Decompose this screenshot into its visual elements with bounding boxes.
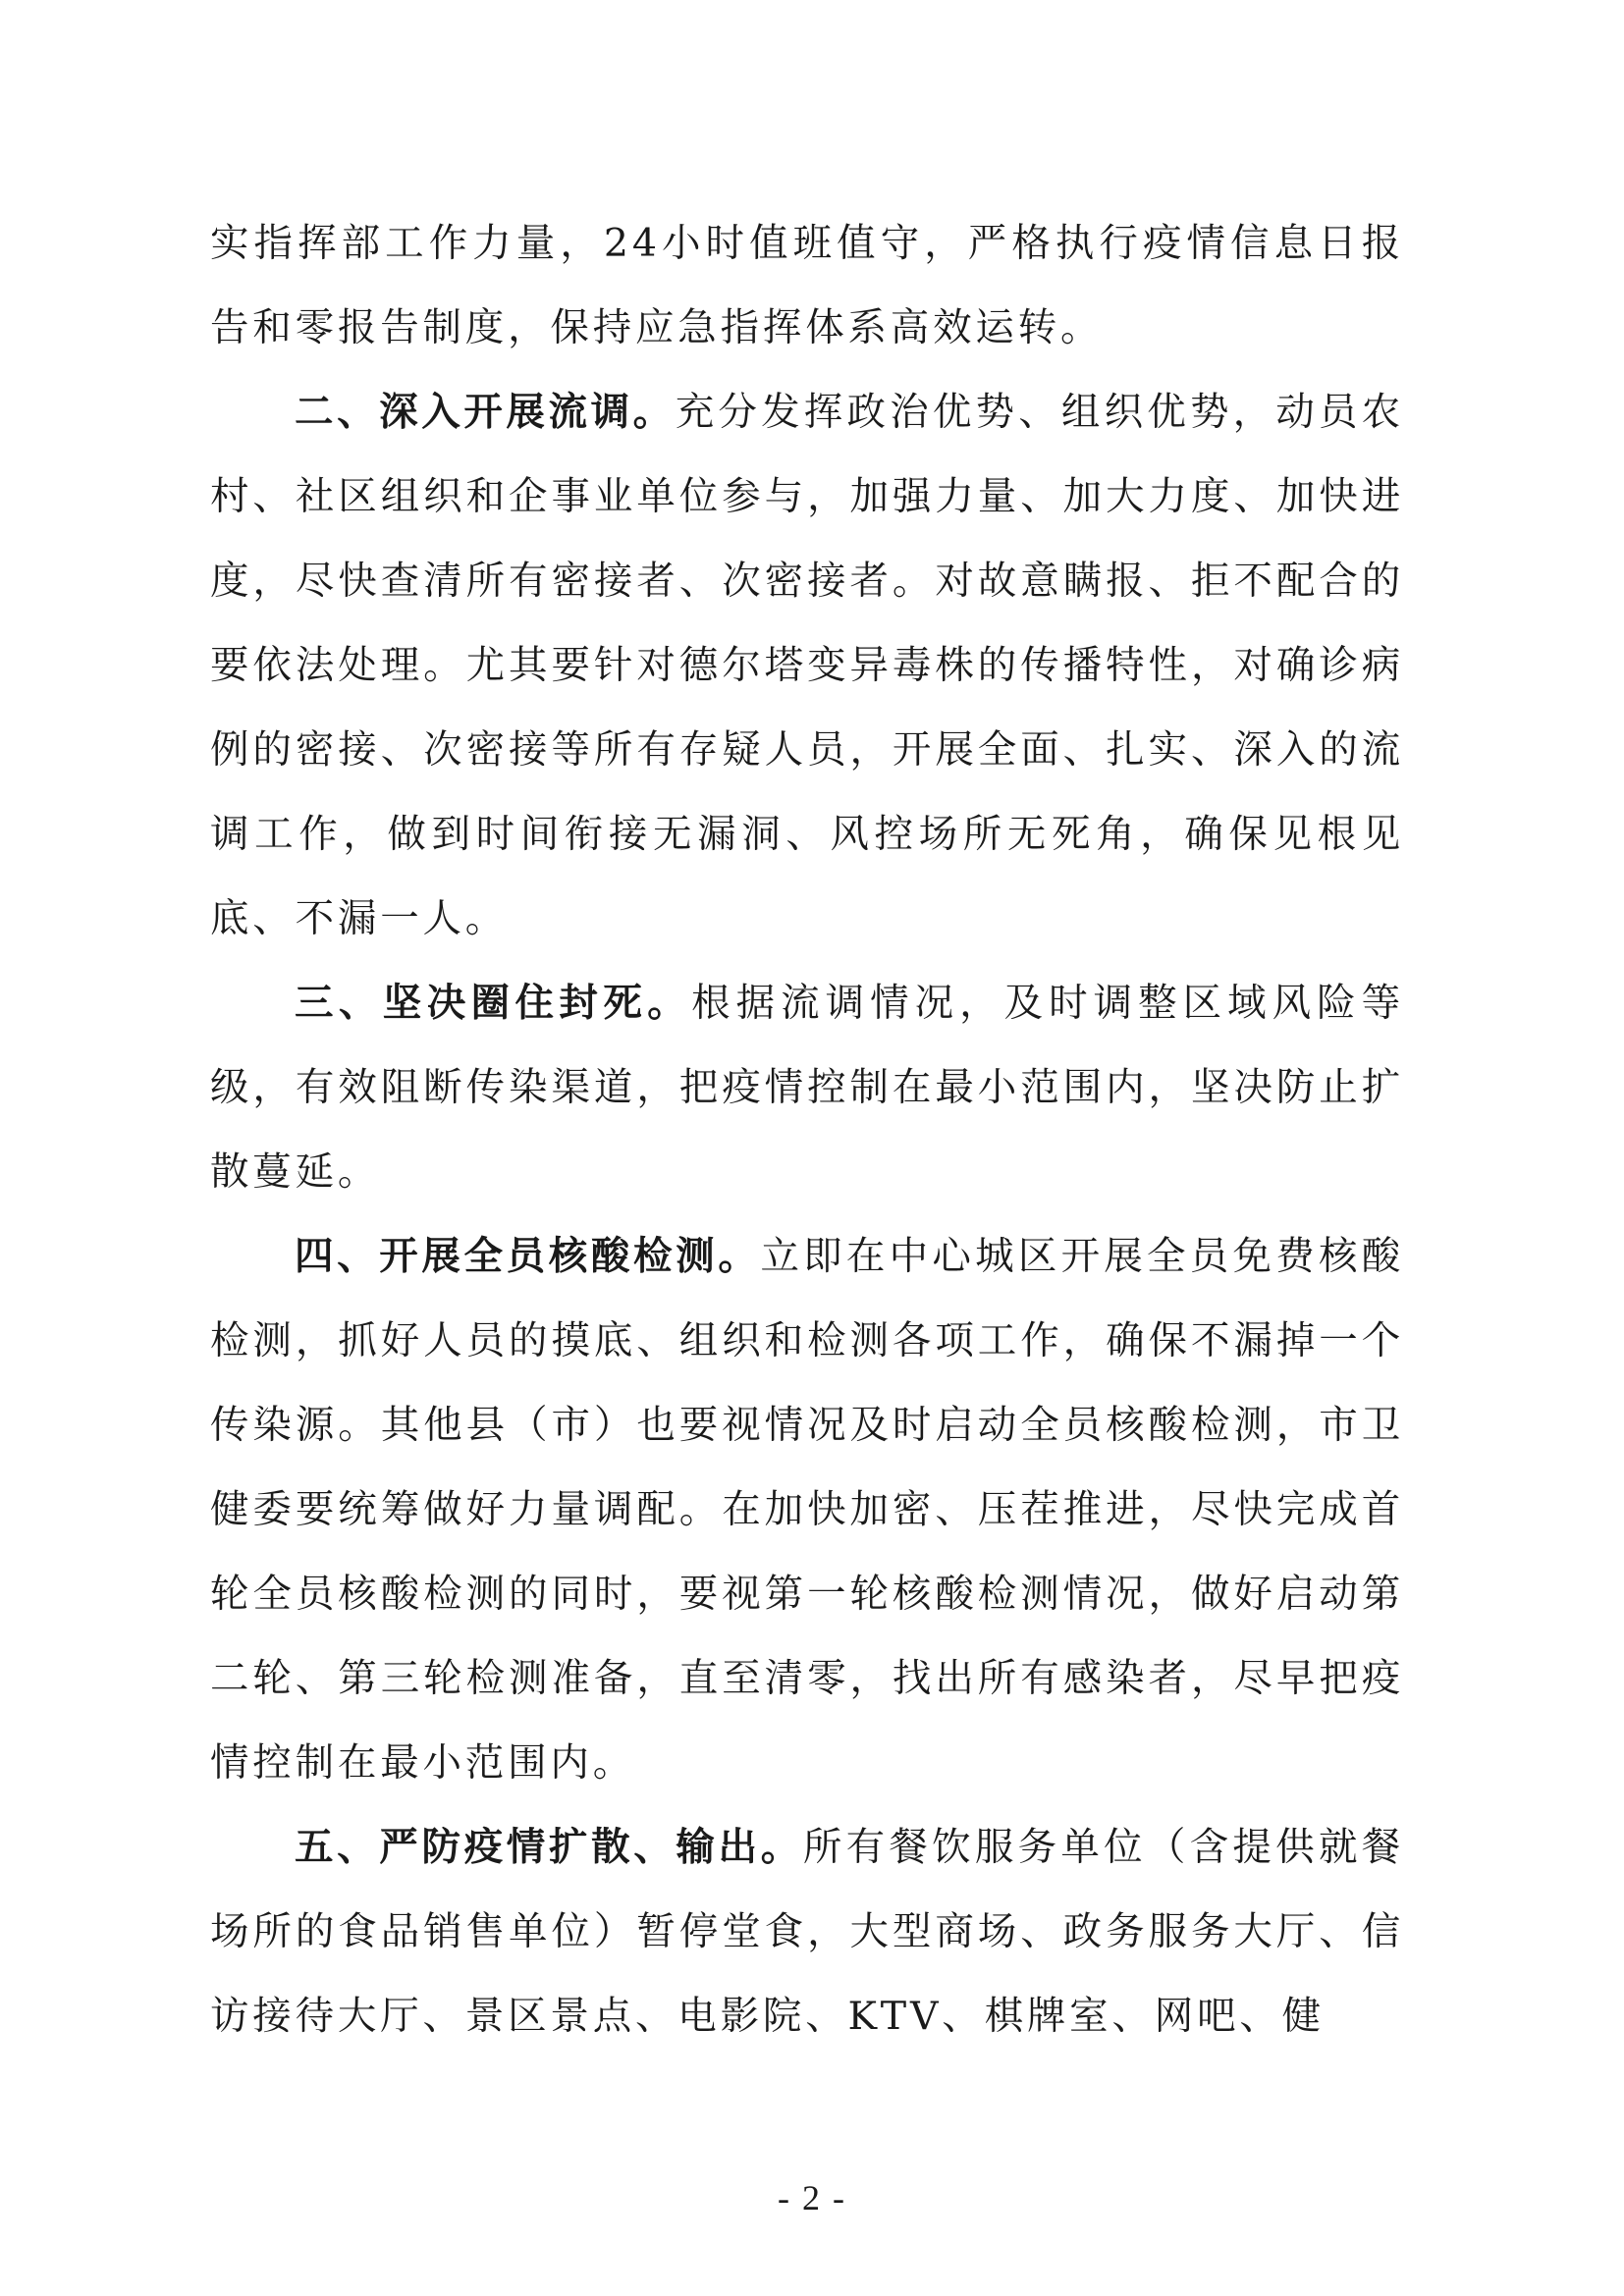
section-heading: 四、开展全员核酸检测。	[295, 1234, 761, 1279]
section-heading: 五、严防疫情扩散、输出。	[295, 1825, 803, 1870]
paragraph-section-4	[210, 1214, 1404, 1805]
paragraph-section-5	[210, 1805, 1404, 2058]
paragraph-section-3	[210, 961, 1404, 1214]
document-body	[210, 201, 1404, 2058]
paragraph-body: 立即在中心城区开展全员免费核酸检测，抓好人员的摸底、组织和检测各项工作，确保不漏掉一个传染源。其他县（市）也要视情况及时启动全员核酸检测，市卫健委要统筹做好力量调配。在加快加密、压茬推进，尽快完成首轮全员核酸检测的同时，要视第一轮核酸检测情况，做好启动第二轮、第三轮检测准备，直至清零，找出所有感染者，尽早把疫情控制在最小范围内。	[210, 1234, 1404, 1786]
page-number: - 2 -	[778, 2178, 846, 2217]
paragraph-body: 所有餐饮服务单位（含提供就餐场所的食品销售单位）暂停堂食，大型商场、政务服务大厅、信访接待大厅、景区景点、电影院、KTV、棋牌室、网吧、健	[210, 1825, 1404, 2039]
paragraph-body: 充分发挥政治优势、组织优势，动员农村、社区组织和企事业单位参与，加强力量、加大力度、加快进度，尽快查清所有密接者、次密接者。对故意瞒报、拒不配合的要依法处理。尤其要针对德尔塔变异毒株的传播特性，对确诊病例的密接、次密接等所有存疑人员，开展全面、扎实、深入的流调工作，做到时间衔接无漏洞、风控场所无死角，确保见根见底、不漏一人。	[210, 390, 1404, 941]
section-heading: 三、坚决圈住封死。	[295, 981, 692, 1026]
paragraph-section-2	[210, 370, 1404, 961]
paragraph-continuation	[210, 201, 1404, 370]
paragraph-body: 根据流调情况，及时调整区域风险等级，有效阻断传染渠道，把疫情控制在最小范围内，坚决防止扩散蔓延。	[210, 981, 1404, 1195]
paragraph-body: 实指挥部工作力量，24小时值班值守，严格执行疫情信息日报告和零报告制度，保持应急指挥体系高效运转。	[210, 221, 1404, 350]
section-heading: 二、深入开展流调。	[295, 390, 676, 435]
